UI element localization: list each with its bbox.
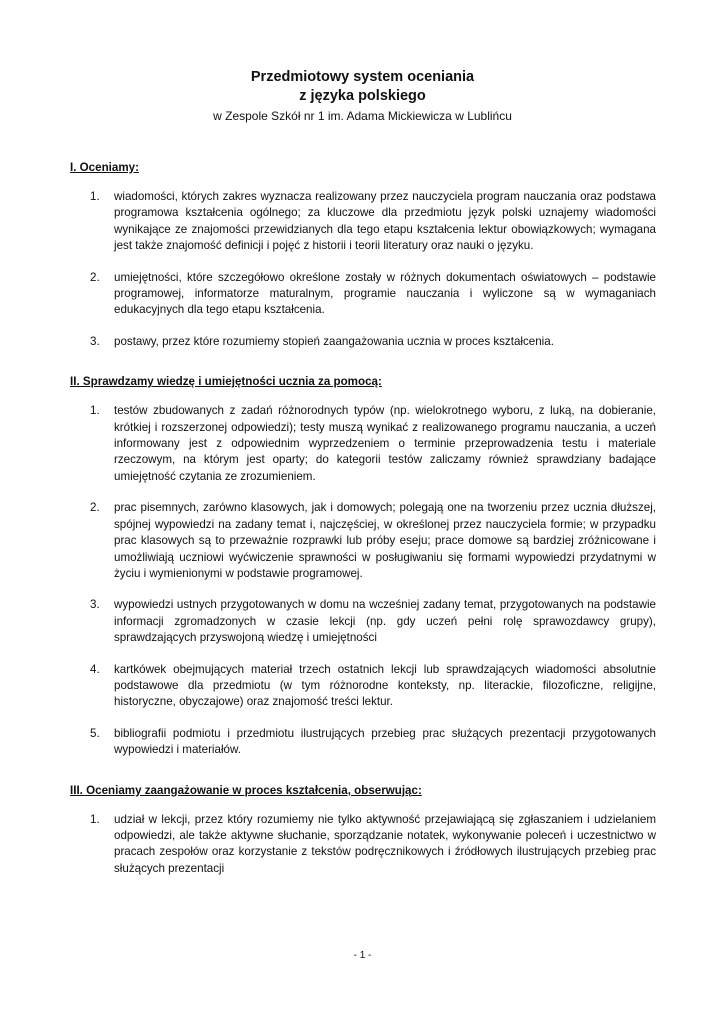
list-item-number: 1. [90, 812, 100, 826]
list-item-number: 5. [90, 726, 100, 740]
list-item [70, 500, 656, 582]
list-item-number: 4. [90, 662, 100, 676]
document-title-line-2: z języka polskiego [299, 88, 426, 104]
list-item-number: 2. [90, 501, 100, 515]
section-heading: I. Oceniamy: [70, 161, 139, 174]
document-header [0, 68, 725, 125]
list-item-number: 1. [90, 404, 100, 418]
section-heading: III. Oceniamy zaangażowanie w proces kształcenia, obserwując: [70, 783, 422, 797]
document-body [70, 160, 656, 877]
list-item-text: prac pisemnych, zarówno klasowych, jak i domowych; polegają one na tworzeniu przez ucznia dłuższej, spójnej wypowiedzi na zadany temat i, najczęściej, w określonej przez nauczyciela formie; w przypadku prac klasowych są to przeważnie rozprawki lub próby eseju; prace domowe są bardziej zróżnicowane i umożliwiają uczniowi wyćwiczenie sprawności w posługiwaniu się formami wypowiedzi przydatnymi w życiu i wymienionymi w podstawie programowej. [114, 501, 656, 580]
list-item [70, 334, 656, 350]
document-subtitle: w Zespole Szkół nr 1 im. Adama Mickiewicza w Lublińcu [213, 109, 512, 123]
list-item-number: 3. [90, 334, 100, 348]
list-item-number: 2. [90, 270, 100, 284]
page-number: - 1 - [353, 950, 372, 961]
section-heading: II. Sprawdzamy wiedzę i umiejętności ucznia za pomocą: [70, 375, 382, 389]
list-item [70, 812, 656, 878]
list-item [70, 270, 656, 319]
list-item-text: umiejętności, które szczegółowo określone zostały w różnych dokumentach oświatowych – podstawie programowej, informatorze maturalnym, programie nauczania i wyliczone są w wymaganiach edukacyjnych dla tego etapu kształcenia. [114, 270, 656, 317]
list-item-text: wypowiedzi ustnych przygotowanych w domu na wcześniej zadany temat, przygotowanych na podstawie informacji zgromadzonych w czasie lekcji (np. gdy uczeń pełni rolę sprawozdawcy grupy), sprawdzających przyswojoną wiedzę i umiejętności [114, 598, 656, 645]
numbered-list [70, 403, 656, 758]
list-item [70, 662, 656, 711]
list-item-text: kartkówek obejmujących materiał trzech ostatnich lekcji lub sprawdzających wiadomości absolutnie podstawowe dla przedmiotu (w tym różnorodne konteksty, np. literackie, filozoficzne, religijne, historyczne, obyczajowe) oraz znajomość treści lektur. [114, 662, 656, 709]
list-item-number: 1. [90, 190, 100, 203]
list-item-text: udział w lekcji, przez który rozumiemy nie tylko aktywność przejawiającą się zgłaszaniem i udzielaniem odpowiedzi, ale także aktywne słuchanie, sporządzanie notatek, wykonywanie poleceń i uczestnictwo w pracach zespołów oraz korzystanie z tekstów podręcznikowych i źródłowych ilustrujących przebieg prac służących prezentacji [114, 812, 656, 875]
list-item [70, 726, 656, 759]
list-item-number: 3. [90, 598, 100, 612]
list-item-text: testów zbudowanych z zadań różnorodnych typów (np. wielokrotnego wyboru, z luką, na dobieranie, krótkiej i rozszerzonej odpowiedzi); testy muszą wynikać z realizowanego programu nauczania, a uczeń informowany jest z odpowiednim wyprzedzeniem o terminie przeprowadzenia testu i materiale rzeczowym, na którym jest oparty; do kategorii testów zaliczamy również sprawdziany badające umiejętność czytania ze zrozumieniem. [114, 404, 656, 483]
list-item [70, 597, 656, 646]
document-title-line-1: Przedmiotowy system oceniania [250, 69, 475, 85]
list-item-text: wiadomości, których zakres wyznacza realizowany przez nauczyciela program nauczania oraz podstawa programowa kształcenia ogólnego; za kluczowe dla przedmiotu język polski uznajemy wiadomości wynikające ze znajomości przewidzianych dla tego etapu kształcenia lektur obowiązkowych; wymagana jest także znajomość definicji i pojęć z historii i teorii literatury oraz nauki o języku. [114, 190, 656, 253]
section-zaangazowanie [70, 783, 656, 878]
numbered-list [70, 189, 656, 350]
list-item-text: postawy, przez które rozumiemy stopień zaangażowania ucznia w proces kształcenia. [114, 334, 554, 348]
list-item [70, 403, 656, 485]
list-item-text: bibliografii podmiotu i przedmiotu ilustrujących przebieg prac służących prezentacji przygotowanych wypowiedzi i materiałów. [114, 726, 656, 757]
section-sprawdzamy [70, 374, 656, 758]
section-oceniamy [70, 160, 656, 350]
list-item [70, 189, 656, 255]
numbered-list [70, 812, 656, 878]
